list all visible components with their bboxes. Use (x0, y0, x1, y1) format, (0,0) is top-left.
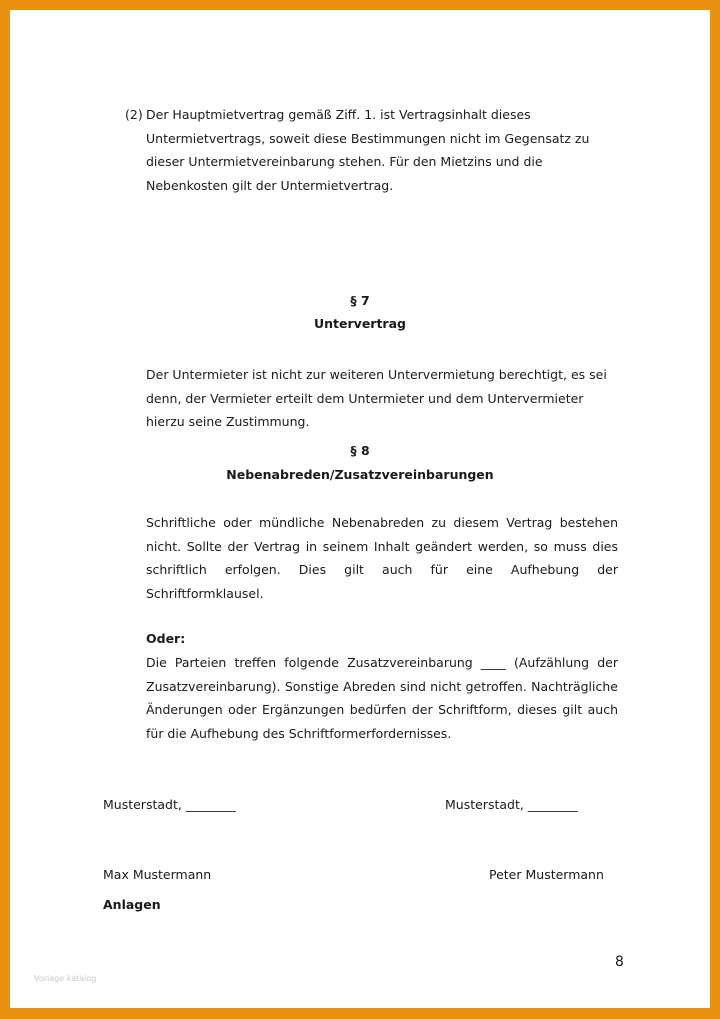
paragraph-2 (125, 103, 615, 197)
or-text: Die Parteien treffen folgende Zusatzvereinbarung ____ (Aufzählung der Zusatzvereinbarung). Sonstige Abreden sind nicht getroffen. Nachträgliche Änderungen oder Ergänzungen bedürfen der Schriftform, dieses gilt auch für die Aufhebung des Schriftformerfordernisses. (146, 655, 618, 741)
section-7-text: Der Untermieter ist nicht zur weiteren Untervermietung berechtigt, es sei denn, der Vermieter erteilt dem Untermieter und dem Untervermieter hierzu seine Zustimmung. (146, 367, 607, 429)
paragraph-number: (2) (125, 107, 143, 122)
section-8-symbol: § 8 (350, 443, 370, 458)
page-number: 8 (615, 954, 624, 970)
attachments-label: Anlagen (103, 897, 161, 912)
section-7-title: Untervertrag (314, 316, 406, 331)
or-label: Oder: (146, 631, 186, 646)
document-page (10, 10, 710, 1008)
signature-place-right: Musterstadt, ________ (445, 797, 578, 812)
signature-place-left: Musterstadt, ________ (103, 797, 236, 812)
signature-name-right: Peter Mustermann (489, 867, 604, 882)
paragraph-text: Der Hauptmietvertrag gemäß Ziff. 1. ist Vertragsinhalt dieses Untermietvertrags, soweit diese Bestimmungen nicht im Gegensatz zu dieser Untermietvereinbarung stehen. Für den Mietzins und die Nebenkosten gilt der Untermietvertrag. (146, 107, 590, 193)
watermark: Vorlage katalog (34, 974, 97, 983)
section-7-symbol: § 7 (350, 293, 370, 308)
section-8-title: Nebenabreden/Zusatzvereinbarungen (226, 467, 494, 482)
section-8-text: Schriftliche oder mündliche Nebenabreden zu diesem Vertrag bestehen nicht. Sollte der Vertrag in seinem Inhalt geändert werden, so muss dies schriftlich erfolgen. Dies gilt auch für eine Aufhebung der Schriftformklausel. (146, 515, 618, 601)
signature-name-left: Max Mustermann (103, 867, 212, 882)
